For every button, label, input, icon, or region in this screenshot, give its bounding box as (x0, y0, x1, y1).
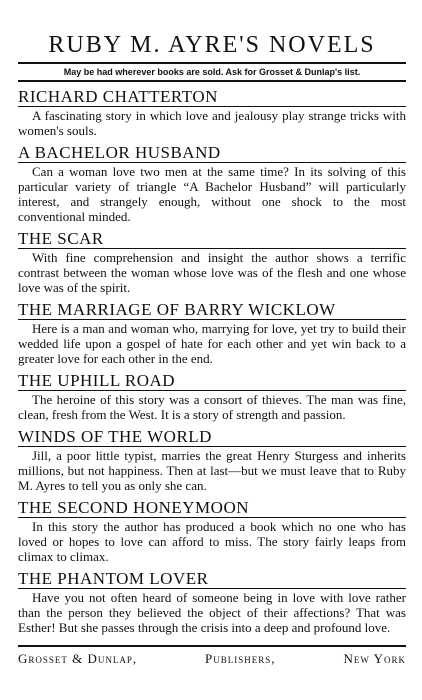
book-description: The heroine of this story was a consort of thieves. The man was fine, clean, fresh from the West. It is a story of strength and passion. (18, 392, 406, 422)
book-title: THE UPHILL ROAD (18, 372, 406, 391)
publisher-name: Grosset & Dunlap, (18, 651, 138, 666)
book-description: A fascinating story in which love and jealousy play strange tricks with women's souls. (18, 108, 406, 138)
availability-note: May be had wherever books are sold. Ask for Grosset & Dunlap's list. (63, 67, 361, 77)
footer-rule (18, 645, 406, 647)
book-description: Jill, a poor little typist, marries the great Henry Sturgess and inherits millions, but not happiness. Then at last—but we must leave that to Ruby M. Ayres to tell you as only she can. (18, 448, 406, 493)
publisher-label: Publishers, (205, 651, 276, 666)
book-description: Here is a man and woman who, marrying for love, yet try to build their wedded life upon a gospel of hate for each other and yet win back to a greater love for each other in the end. (18, 321, 406, 366)
page-title: RUBY M. AYRE'S NOVELS (48, 32, 376, 58)
publisher-city: New York (343, 651, 406, 666)
book-description: Have you not often heard of someone being in love with love rather than the person they believed the object of their affections? That was Esther! But she passes through the crisis into a deep and profound love. (18, 590, 406, 635)
book-entry-winds-of-the-world (18, 428, 406, 493)
book-entry-a-bachelor-husband (18, 144, 406, 224)
book-entry-the-second-honeymoon (18, 499, 406, 564)
book-title: WINDS OF THE WORLD (18, 428, 406, 447)
book-title: THE PHANTOM LOVER (18, 570, 406, 589)
book-entry-richard-chatterton (18, 88, 406, 138)
book-entry-the-scar (18, 230, 406, 295)
subtitle-rule (18, 80, 406, 82)
book-entry-the-uphill-road (18, 372, 406, 422)
title-rule (18, 62, 406, 64)
book-title: THE SECOND HONEYMOON (18, 499, 406, 518)
book-title: THE MARRIAGE OF BARRY WICKLOW (18, 301, 406, 320)
publisher-footer (18, 645, 406, 669)
book-description: With fine comprehension and insight the author shows a terrific contrast between the woman whose love was of the flesh and one whose love was of the spirit. (18, 250, 406, 295)
publisher-line (18, 649, 406, 669)
book-title: A BACHELOR HUSBAND (18, 144, 406, 163)
book-title: THE SCAR (18, 230, 406, 249)
book-entry-the-marriage-of-barry-wicklow (18, 301, 406, 366)
book-description: Can a woman love two men at the same time? In its solving of this particular variety of triangle “A Bachelor Husband” will particularly interest, and strangely enough, without one shock to the most conventional minded. (18, 164, 406, 224)
book-title: RICHARD CHATTERTON (18, 88, 406, 107)
book-description: In this story the author has produced a book which no one who has loved or hopes to love can afford to miss. The story fairly leaps from climax to climax. (18, 519, 406, 564)
book-entry-the-phantom-lover (18, 570, 406, 635)
